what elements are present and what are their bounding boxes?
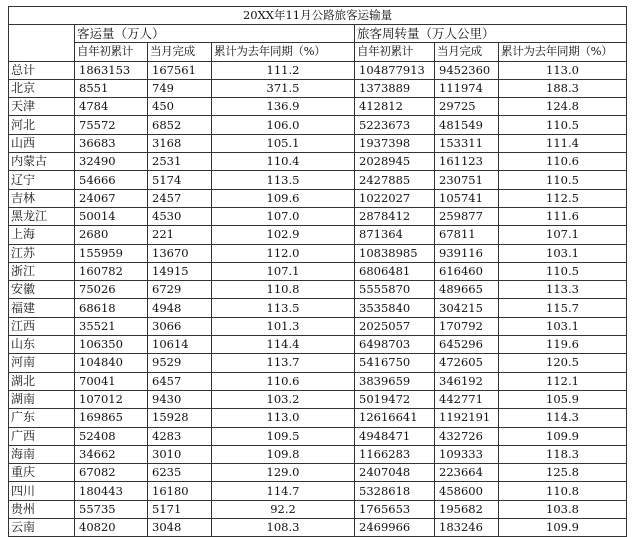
region-name-cell: 辽宁	[9, 171, 75, 189]
month-volume-cell: 5171	[148, 500, 212, 518]
month-volume-cell: 13670	[148, 244, 212, 262]
ytd-turnover-cell: 871364	[355, 226, 435, 244]
region-name-cell: 总计	[9, 61, 75, 79]
table-container	[8, 6, 626, 537]
sub-header-yoy-volume: 累计为去年同期（%）	[212, 43, 355, 61]
ytd-volume-cell: 1863153	[75, 61, 148, 79]
ytd-volume-cell: 2680	[75, 226, 148, 244]
ytd-volume-cell: 52408	[75, 427, 148, 445]
sub-header-month-turnover: 当月完成	[435, 43, 499, 61]
ytd-volume-cell: 36683	[75, 134, 148, 152]
ytd-turnover-cell: 12616641	[355, 409, 435, 427]
yoy-turnover-cell: 109.9	[499, 519, 627, 537]
region-name-cell: 贵州	[9, 500, 75, 518]
ytd-turnover-cell: 2025057	[355, 317, 435, 335]
table-row	[9, 98, 627, 116]
yoy-turnover-cell: 188.3	[499, 79, 627, 97]
month-volume-cell: 221	[148, 226, 212, 244]
month-turnover-cell: 9452360	[435, 61, 499, 79]
passenger-transport-table	[8, 6, 627, 537]
month-turnover-cell: 67811	[435, 226, 499, 244]
table-row	[9, 372, 627, 390]
ytd-volume-cell: 24067	[75, 189, 148, 207]
sub-header-ytd-volume: 自年初累计	[75, 43, 148, 61]
ytd-turnover-cell: 1937398	[355, 134, 435, 152]
month-turnover-cell: 161123	[435, 153, 499, 171]
yoy-volume-cell: 103.2	[212, 390, 355, 408]
yoy-turnover-cell: 110.5	[499, 262, 627, 280]
ytd-volume-cell: 32490	[75, 153, 148, 171]
table-row	[9, 134, 627, 152]
region-name-cell: 广东	[9, 409, 75, 427]
yoy-turnover-cell: 111.4	[499, 134, 627, 152]
header-corner	[9, 25, 75, 62]
ytd-turnover-cell: 5555870	[355, 281, 435, 299]
month-volume-cell: 3168	[148, 134, 212, 152]
table-row	[9, 262, 627, 280]
yoy-turnover-cell: 110.8	[499, 482, 627, 500]
yoy-volume-cell: 113.0	[212, 409, 355, 427]
month-turnover-cell: 489665	[435, 281, 499, 299]
table-row	[9, 317, 627, 335]
ytd-turnover-cell: 2469966	[355, 519, 435, 537]
sub-header-ytd-turnover: 自年初累计	[355, 43, 435, 61]
yoy-volume-cell: 109.8	[212, 445, 355, 463]
ytd-volume-cell: 68618	[75, 299, 148, 317]
region-name-cell: 江苏	[9, 244, 75, 262]
yoy-turnover-cell: 125.8	[499, 464, 627, 482]
region-name-cell: 浙江	[9, 262, 75, 280]
region-name-cell: 河北	[9, 116, 75, 134]
ytd-volume-cell: 55735	[75, 500, 148, 518]
table-row	[9, 519, 627, 537]
table-row	[9, 500, 627, 518]
month-turnover-cell: 481549	[435, 116, 499, 134]
yoy-volume-cell: 113.5	[212, 171, 355, 189]
yoy-volume-cell: 136.9	[212, 98, 355, 116]
region-name-cell: 福建	[9, 299, 75, 317]
ytd-turnover-cell: 5416750	[355, 354, 435, 372]
region-name-cell: 天津	[9, 98, 75, 116]
ytd-volume-cell: 35521	[75, 317, 148, 335]
month-volume-cell: 9430	[148, 390, 212, 408]
region-name-cell: 内蒙古	[9, 153, 75, 171]
yoy-turnover-cell: 113.3	[499, 281, 627, 299]
table-row	[9, 207, 627, 225]
ytd-volume-cell: 155959	[75, 244, 148, 262]
month-volume-cell: 3010	[148, 445, 212, 463]
yoy-volume-cell: 101.3	[212, 317, 355, 335]
yoy-volume-cell: 113.5	[212, 299, 355, 317]
month-turnover-cell: 153311	[435, 134, 499, 152]
ytd-turnover-cell: 104877913	[355, 61, 435, 79]
month-turnover-cell: 616460	[435, 262, 499, 280]
month-turnover-cell: 195682	[435, 500, 499, 518]
yoy-volume-cell: 110.6	[212, 372, 355, 390]
region-name-cell: 广西	[9, 427, 75, 445]
sub-header-yoy-turnover: 累计为去年同期（%）	[499, 43, 627, 61]
yoy-volume-cell: 110.4	[212, 153, 355, 171]
yoy-turnover-cell: 103.1	[499, 244, 627, 262]
region-name-cell: 海南	[9, 445, 75, 463]
sub-header-month-volume: 当月完成	[148, 43, 212, 61]
yoy-volume-cell: 111.2	[212, 61, 355, 79]
ytd-turnover-cell: 4948471	[355, 427, 435, 445]
table-row	[9, 354, 627, 372]
month-volume-cell: 3048	[148, 519, 212, 537]
yoy-volume-cell: 108.3	[212, 519, 355, 537]
ytd-volume-cell: 40820	[75, 519, 148, 537]
yoy-turnover-cell: 110.5	[499, 171, 627, 189]
month-turnover-cell: 230751	[435, 171, 499, 189]
region-name-cell: 湖北	[9, 372, 75, 390]
month-volume-cell: 14915	[148, 262, 212, 280]
yoy-turnover-cell: 112.5	[499, 189, 627, 207]
yoy-volume-cell: 114.7	[212, 482, 355, 500]
table-row	[9, 445, 627, 463]
month-turnover-cell: 111974	[435, 79, 499, 97]
ytd-turnover-cell: 2028945	[355, 153, 435, 171]
month-volume-cell: 3066	[148, 317, 212, 335]
yoy-turnover-cell: 115.7	[499, 299, 627, 317]
yoy-turnover-cell: 113.0	[499, 61, 627, 79]
ytd-volume-cell: 70041	[75, 372, 148, 390]
ytd-turnover-cell: 5223673	[355, 116, 435, 134]
region-name-cell: 上海	[9, 226, 75, 244]
month-volume-cell: 6235	[148, 464, 212, 482]
yoy-volume-cell: 107.0	[212, 207, 355, 225]
month-volume-cell: 6852	[148, 116, 212, 134]
ytd-volume-cell: 34662	[75, 445, 148, 463]
table-row	[9, 189, 627, 207]
yoy-turnover-cell: 112.1	[499, 372, 627, 390]
month-turnover-cell: 346192	[435, 372, 499, 390]
ytd-volume-cell: 67082	[75, 464, 148, 482]
month-volume-cell: 2531	[148, 153, 212, 171]
yoy-turnover-cell: 110.6	[499, 153, 627, 171]
month-volume-cell: 9529	[148, 354, 212, 372]
month-turnover-cell: 304215	[435, 299, 499, 317]
month-volume-cell: 6729	[148, 281, 212, 299]
table-row	[9, 244, 627, 262]
ytd-turnover-cell: 2878412	[355, 207, 435, 225]
ytd-turnover-cell: 5019472	[355, 390, 435, 408]
month-volume-cell: 450	[148, 98, 212, 116]
ytd-volume-cell: 107012	[75, 390, 148, 408]
table-row	[9, 464, 627, 482]
yoy-volume-cell: 102.9	[212, 226, 355, 244]
month-volume-cell: 4283	[148, 427, 212, 445]
month-volume-cell: 167561	[148, 61, 212, 79]
month-turnover-cell: 105741	[435, 189, 499, 207]
ytd-turnover-cell: 1765653	[355, 500, 435, 518]
table-title: 20XX年11月公路旅客运输量	[9, 7, 627, 25]
month-volume-cell: 16180	[148, 482, 212, 500]
sub-header-row	[9, 43, 627, 61]
yoy-volume-cell: 371.5	[212, 79, 355, 97]
yoy-volume-cell: 107.1	[212, 262, 355, 280]
table-row	[9, 299, 627, 317]
ytd-turnover-cell: 10838985	[355, 244, 435, 262]
yoy-turnover-cell: 103.1	[499, 317, 627, 335]
ytd-volume-cell: 4784	[75, 98, 148, 116]
group-header-row	[9, 25, 627, 43]
table-row	[9, 116, 627, 134]
table-row	[9, 61, 627, 79]
table-row	[9, 153, 627, 171]
yoy-turnover-cell: 119.6	[499, 336, 627, 354]
month-turnover-cell: 223664	[435, 464, 499, 482]
yoy-turnover-cell: 118.3	[499, 445, 627, 463]
ytd-volume-cell: 106350	[75, 336, 148, 354]
month-volume-cell: 15928	[148, 409, 212, 427]
yoy-volume-cell: 112.0	[212, 244, 355, 262]
yoy-volume-cell: 105.1	[212, 134, 355, 152]
table-row	[9, 336, 627, 354]
ytd-volume-cell: 75026	[75, 281, 148, 299]
region-name-cell: 吉林	[9, 189, 75, 207]
ytd-turnover-cell: 6498703	[355, 336, 435, 354]
table-row	[9, 281, 627, 299]
region-name-cell: 重庆	[9, 464, 75, 482]
ytd-turnover-cell: 1166283	[355, 445, 435, 463]
region-name-cell: 安徽	[9, 281, 75, 299]
month-volume-cell: 4530	[148, 207, 212, 225]
ytd-volume-cell: 169865	[75, 409, 148, 427]
month-turnover-cell: 432726	[435, 427, 499, 445]
ytd-volume-cell: 180443	[75, 482, 148, 500]
table-row	[9, 482, 627, 500]
ytd-turnover-cell: 3535840	[355, 299, 435, 317]
table-row	[9, 79, 627, 97]
month-volume-cell: 5174	[148, 171, 212, 189]
yoy-volume-cell: 109.5	[212, 427, 355, 445]
month-volume-cell: 10614	[148, 336, 212, 354]
month-turnover-cell: 442771	[435, 390, 499, 408]
group-header-passenger-volume: 客运量（万人）	[75, 25, 355, 43]
table-body	[9, 61, 627, 537]
table-row	[9, 390, 627, 408]
ytd-volume-cell: 104840	[75, 354, 148, 372]
month-volume-cell: 6457	[148, 372, 212, 390]
yoy-turnover-cell: 103.8	[499, 500, 627, 518]
yoy-turnover-cell: 105.9	[499, 390, 627, 408]
title-row	[9, 7, 627, 25]
ytd-turnover-cell: 2427885	[355, 171, 435, 189]
ytd-volume-cell: 75572	[75, 116, 148, 134]
month-turnover-cell: 109333	[435, 445, 499, 463]
ytd-volume-cell: 160782	[75, 262, 148, 280]
yoy-turnover-cell: 114.3	[499, 409, 627, 427]
yoy-turnover-cell: 109.9	[499, 427, 627, 445]
month-turnover-cell: 170792	[435, 317, 499, 335]
yoy-volume-cell: 114.4	[212, 336, 355, 354]
table-row	[9, 409, 627, 427]
yoy-turnover-cell: 107.1	[499, 226, 627, 244]
month-turnover-cell: 259877	[435, 207, 499, 225]
table-row	[9, 427, 627, 445]
region-name-cell: 云南	[9, 519, 75, 537]
ytd-volume-cell: 50014	[75, 207, 148, 225]
group-header-passenger-turnover: 旅客周转量（万人公里）	[355, 25, 627, 43]
region-name-cell: 山西	[9, 134, 75, 152]
yoy-turnover-cell: 124.8	[499, 98, 627, 116]
yoy-volume-cell: 110.8	[212, 281, 355, 299]
table-row	[9, 226, 627, 244]
yoy-turnover-cell: 120.5	[499, 354, 627, 372]
ytd-volume-cell: 8551	[75, 79, 148, 97]
month-turnover-cell: 645296	[435, 336, 499, 354]
ytd-turnover-cell: 6806481	[355, 262, 435, 280]
ytd-turnover-cell: 1022027	[355, 189, 435, 207]
month-turnover-cell: 939116	[435, 244, 499, 262]
month-turnover-cell: 183246	[435, 519, 499, 537]
region-name-cell: 湖南	[9, 390, 75, 408]
ytd-turnover-cell: 5328618	[355, 482, 435, 500]
month-volume-cell: 4948	[148, 299, 212, 317]
ytd-turnover-cell: 2407048	[355, 464, 435, 482]
region-name-cell: 四川	[9, 482, 75, 500]
region-name-cell: 黑龙江	[9, 207, 75, 225]
yoy-volume-cell: 92.2	[212, 500, 355, 518]
ytd-volume-cell: 54666	[75, 171, 148, 189]
yoy-volume-cell: 109.6	[212, 189, 355, 207]
yoy-turnover-cell: 111.6	[499, 207, 627, 225]
ytd-turnover-cell: 3839659	[355, 372, 435, 390]
yoy-volume-cell: 106.0	[212, 116, 355, 134]
month-turnover-cell: 458600	[435, 482, 499, 500]
table-row	[9, 171, 627, 189]
month-turnover-cell: 1192191	[435, 409, 499, 427]
yoy-volume-cell: 129.0	[212, 464, 355, 482]
month-turnover-cell: 29725	[435, 98, 499, 116]
region-name-cell: 北京	[9, 79, 75, 97]
month-turnover-cell: 472605	[435, 354, 499, 372]
region-name-cell: 江西	[9, 317, 75, 335]
ytd-turnover-cell: 1373889	[355, 79, 435, 97]
yoy-volume-cell: 113.7	[212, 354, 355, 372]
ytd-turnover-cell: 412812	[355, 98, 435, 116]
yoy-turnover-cell: 110.5	[499, 116, 627, 134]
month-volume-cell: 2457	[148, 189, 212, 207]
region-name-cell: 山东	[9, 336, 75, 354]
month-volume-cell: 749	[148, 79, 212, 97]
region-name-cell: 河南	[9, 354, 75, 372]
